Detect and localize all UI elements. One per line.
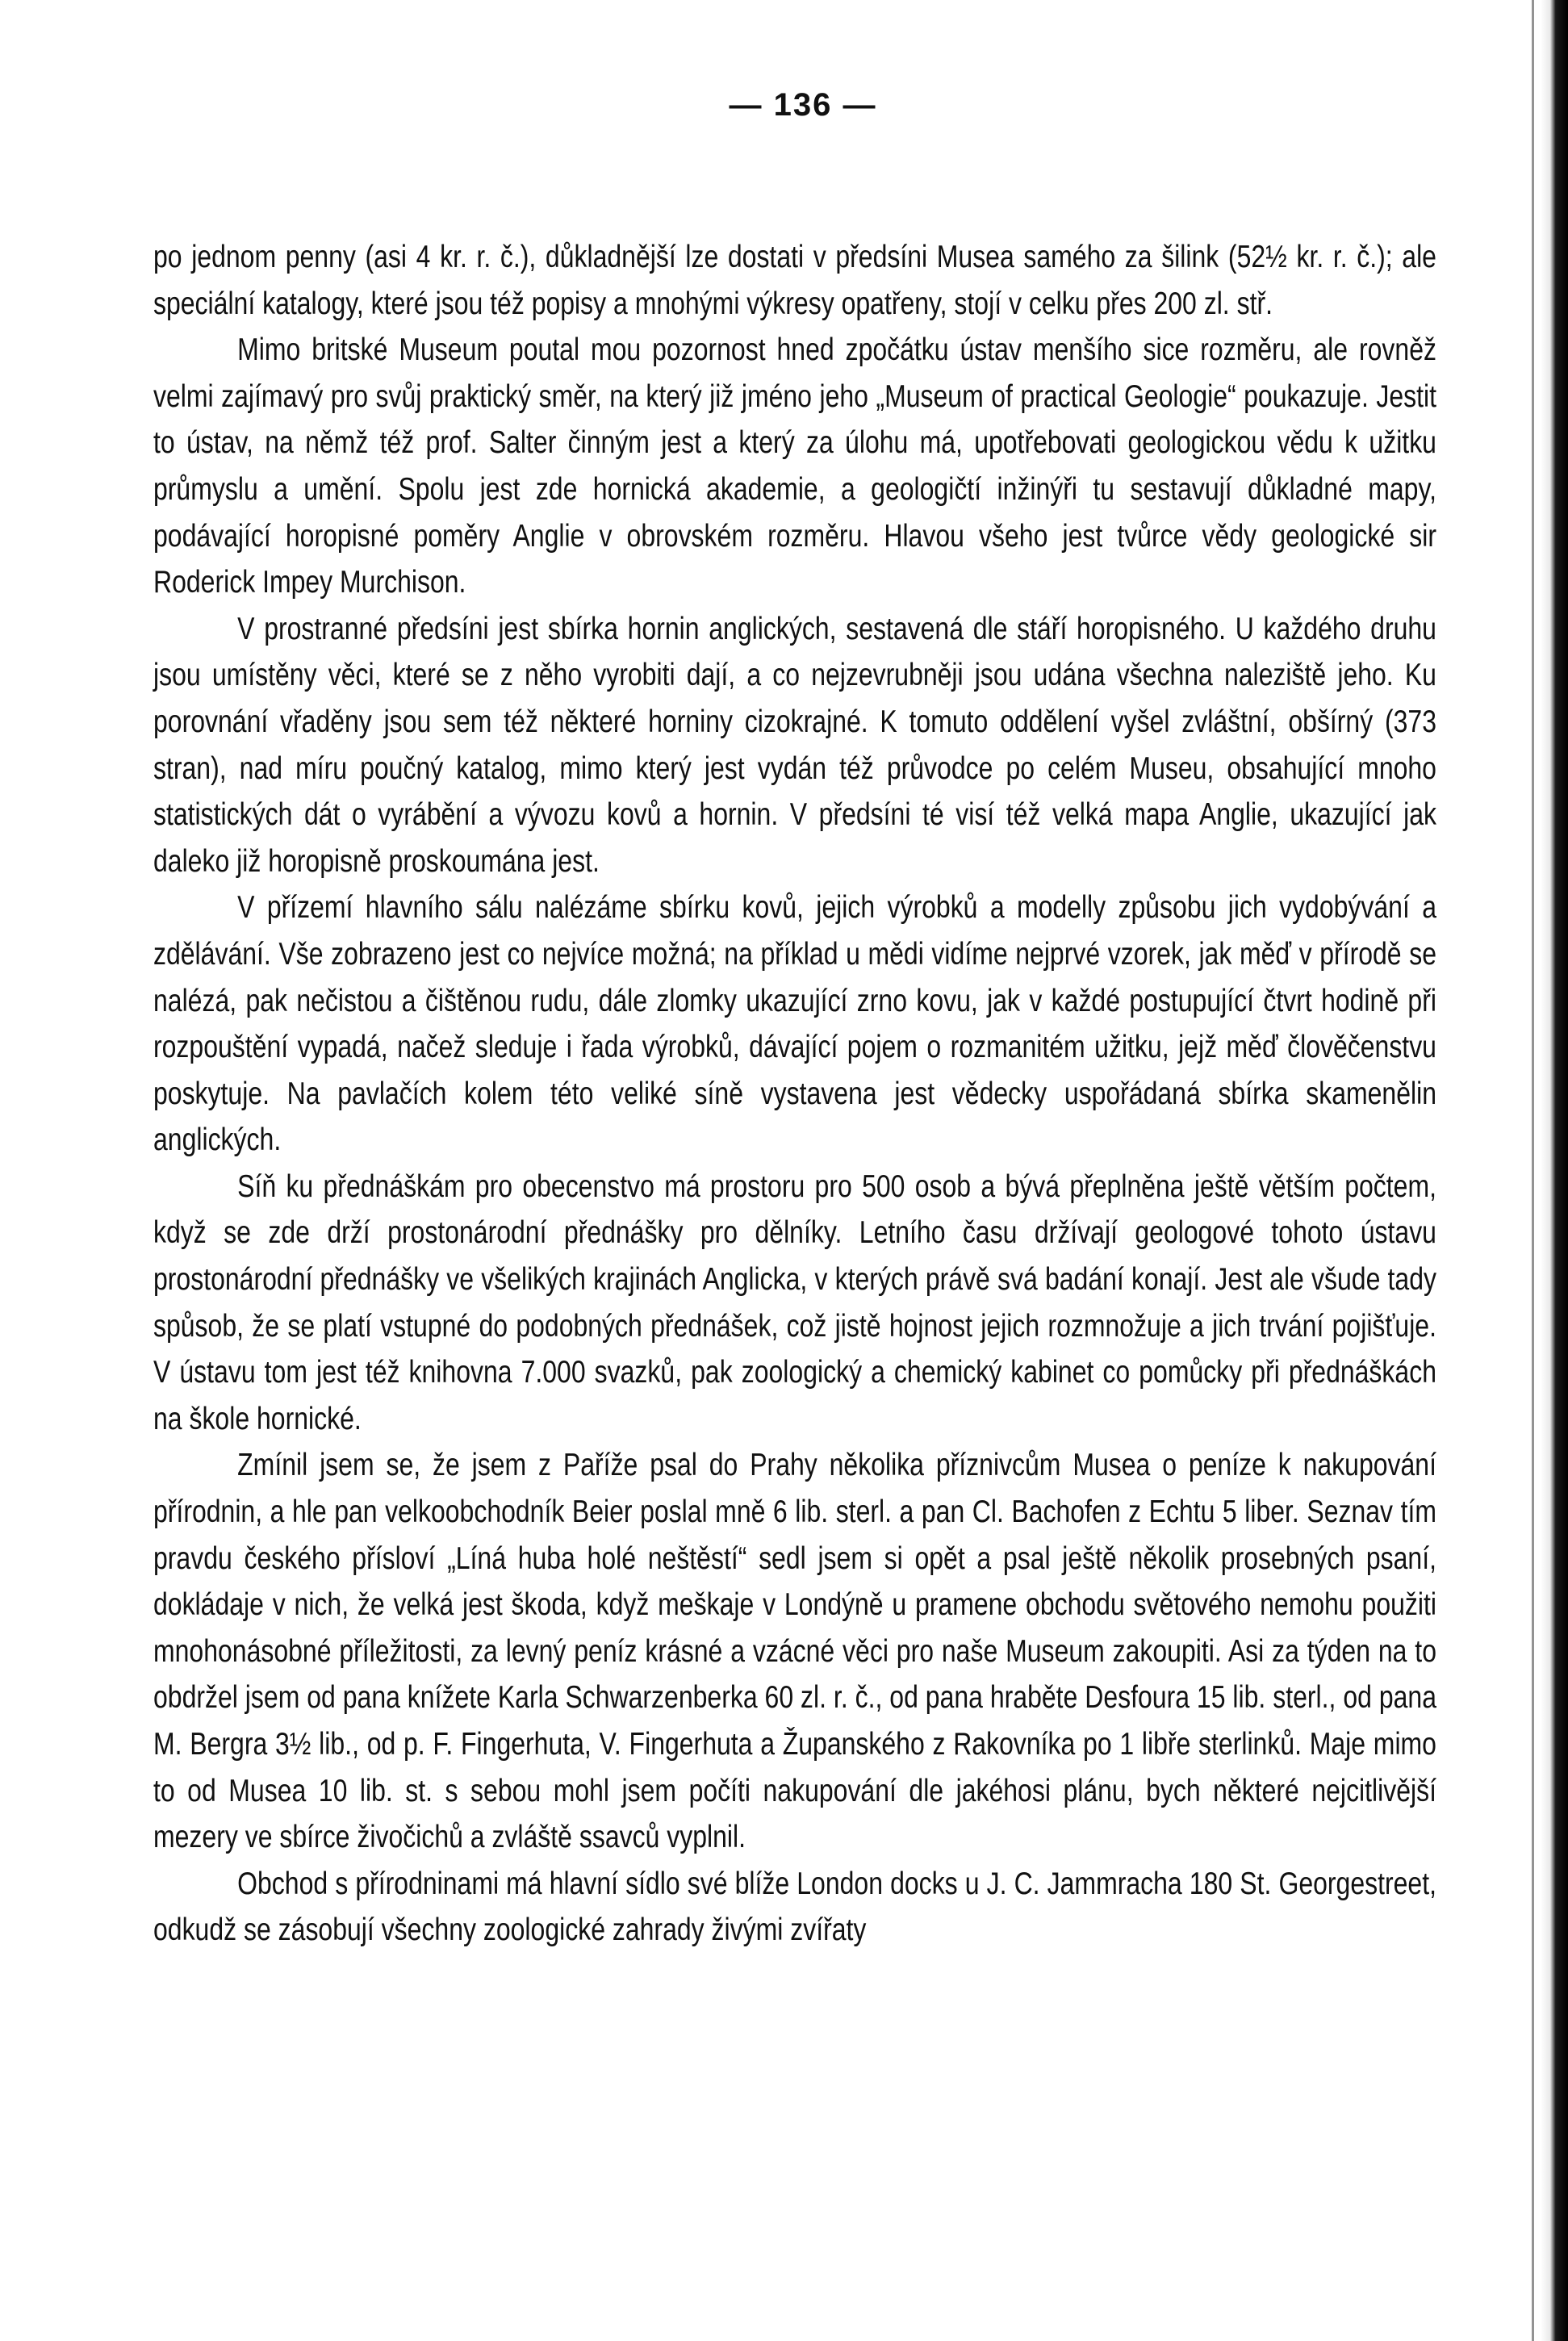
page-number: — 136 — — [729, 87, 877, 123]
book-page — [153, 81, 1436, 1954]
paragraph-5: Síň ku přednáškám pro obecenstvo má prostoru pro 500 osob a bývá přeplněna ještě větším počtem, když se zde drží prostonárodní přednášky pro dělníky. Letního času držívají geologové tohoto ústavu prostonárodní přednášky ve všelikých krajinách Anglicka, v kterých právě svá badání konají. Jest ale všude tady spůsob, že se platí vstupné do podobných přednášek, což jistě hojnost jejich rozmnožuje a jich trvání pojišťuje. V ústavu tom jest též knihovna 7.000 svazků, pak zoologický a chemický kabinet co pomůcky při přednáškách na škole hornické. — [153, 1168, 1436, 1436]
paragraph-2: Mimo britské Museum poutal mou pozornost hned zpočátku ústav menšího sice rozměru, ale rovněž velmi zajímavý pro svůj praktický směr, na který již jméno jeho „Museum of practical Geologie“ poukazuje. Jestit to ústav, na němž též prof. Salter činným jest a který za úlohu má, upotřebovati geologickou vědu k užitku průmyslu a umění. Spolu jest zde hornická akademie, a geologičtí inžinýři tu sestavují důkladné mapy, podávající horopisné poměry Anglie v obrovském rozměru. Hlavou všeho jest tvůrce vědy geologické sir Roderick Impey Murchison. — [153, 332, 1436, 600]
page-body — [153, 234, 1436, 1954]
paragraph-6: Zmínil jsem se, že jsem z Paříže psal do Prahy několika příznivcům Musea o peníze k nakupování přírodnin, a hle pan velkoobchodník Beier poslal mně 6 lib. sterl. a pan Cl. Bachofen z Echtu 5 liber. Seznav tím pravdu českého přísloví „Líná huba holé neštěstí“ sedl jsem si opět a psal ještě několik prosebných psaní, dokládaje v nich, že velká jest škoda, když meškaje v Londýně u pramene obchodu světového nemohu použiti mnohonásobné příležitosti, za levný peníz krásné a vzácné věci pro naše Museum zakoupiti. Asi za týden na to obdržel jsem od pana knížete Karla Schwarzenberka 60 zl. r. č., od pana hraběte Desfoura 15 lib. sterl., od pana M. Bergra 3½ lib., od p. F. Fingerhuta, V. Fingerhuta a Županského z Rakovníka po 1 libře sterlinků. Maje mimo to od Musea 10 lib. st. s sebou mohl jsem počíti nakupování dle jakéhosi plánu, bych některé nejcitlivější mezery ve sbírce živočichů a zvláště ssavců vyplnil. — [153, 1448, 1436, 1855]
paragraph-7: Obchod s přírodninami má hlavní sídlo své blíže London docks u J. C. Jammracha 180 St. Georgestreet, odkudž se zásobují všechny zoologické zahrady živými zvířaty — [153, 1866, 1436, 1948]
paragraph-3: V prostranné předsíni jest sbírka hornin anglických, sestavená dle stáří horopisného. U každého druhu jsou umístěny věci, které se z něho vyrobiti dají, a co nejzevrubněji jsou udána všechna naleziště jeho. Ku porovnání vřaděny jsou sem též některé horniny cizokrajné. K tomuto oddělení vyšel zvláštní, obšírný (373 stran), nad míru poučný katalog, mimo který jest vydán též průvodce po celém Museu, obsahující mnoho statistických dát o vyrábění a vývozu kovů a hornin. V předsíni té visí též velká mapa Anglie, ukazující jak daleko již horopisně proskoumána jest. — [153, 611, 1436, 879]
paragraph-1: po jednom penny (asi 4 kr. r. č.), důkladnější lze dostati v předsíni Musea samého za šilink (52½ kr. r. č.); ale speciální katalogy, které jsou též popisy a mnohými výkresy opatřeny, stojí v celku přes 200 zl. stř. — [153, 240, 1436, 321]
page-edge-shadow — [1541, 0, 1568, 2341]
page-edge-line — [1532, 0, 1534, 2341]
paragraph-4: V přízemí hlavního sálu nalézáme sbírku kovů, jejich výrobků a modelly způsobu jich vydobývání a zdělávání. Vše zobrazeno jest co nejvíce možná; na příklad u mědi vidíme nejprvé vzorek, jak měď v přírodě se nalézá, pak nečistou a čištěnou rudu, dále zlomky ukazující zrno kovu, jak v každé postupující čtvrt hodině při rozpouštění vypadá, načež sleduje i řada výrobků, dávající pojem o rozmanitém užitku, jejž měď člověčenstvu poskytuje. Na pavlačích kolem této veliké síně vystavena jest vědecky uspořádaná sbírka skamenělin anglických. — [153, 890, 1436, 1158]
